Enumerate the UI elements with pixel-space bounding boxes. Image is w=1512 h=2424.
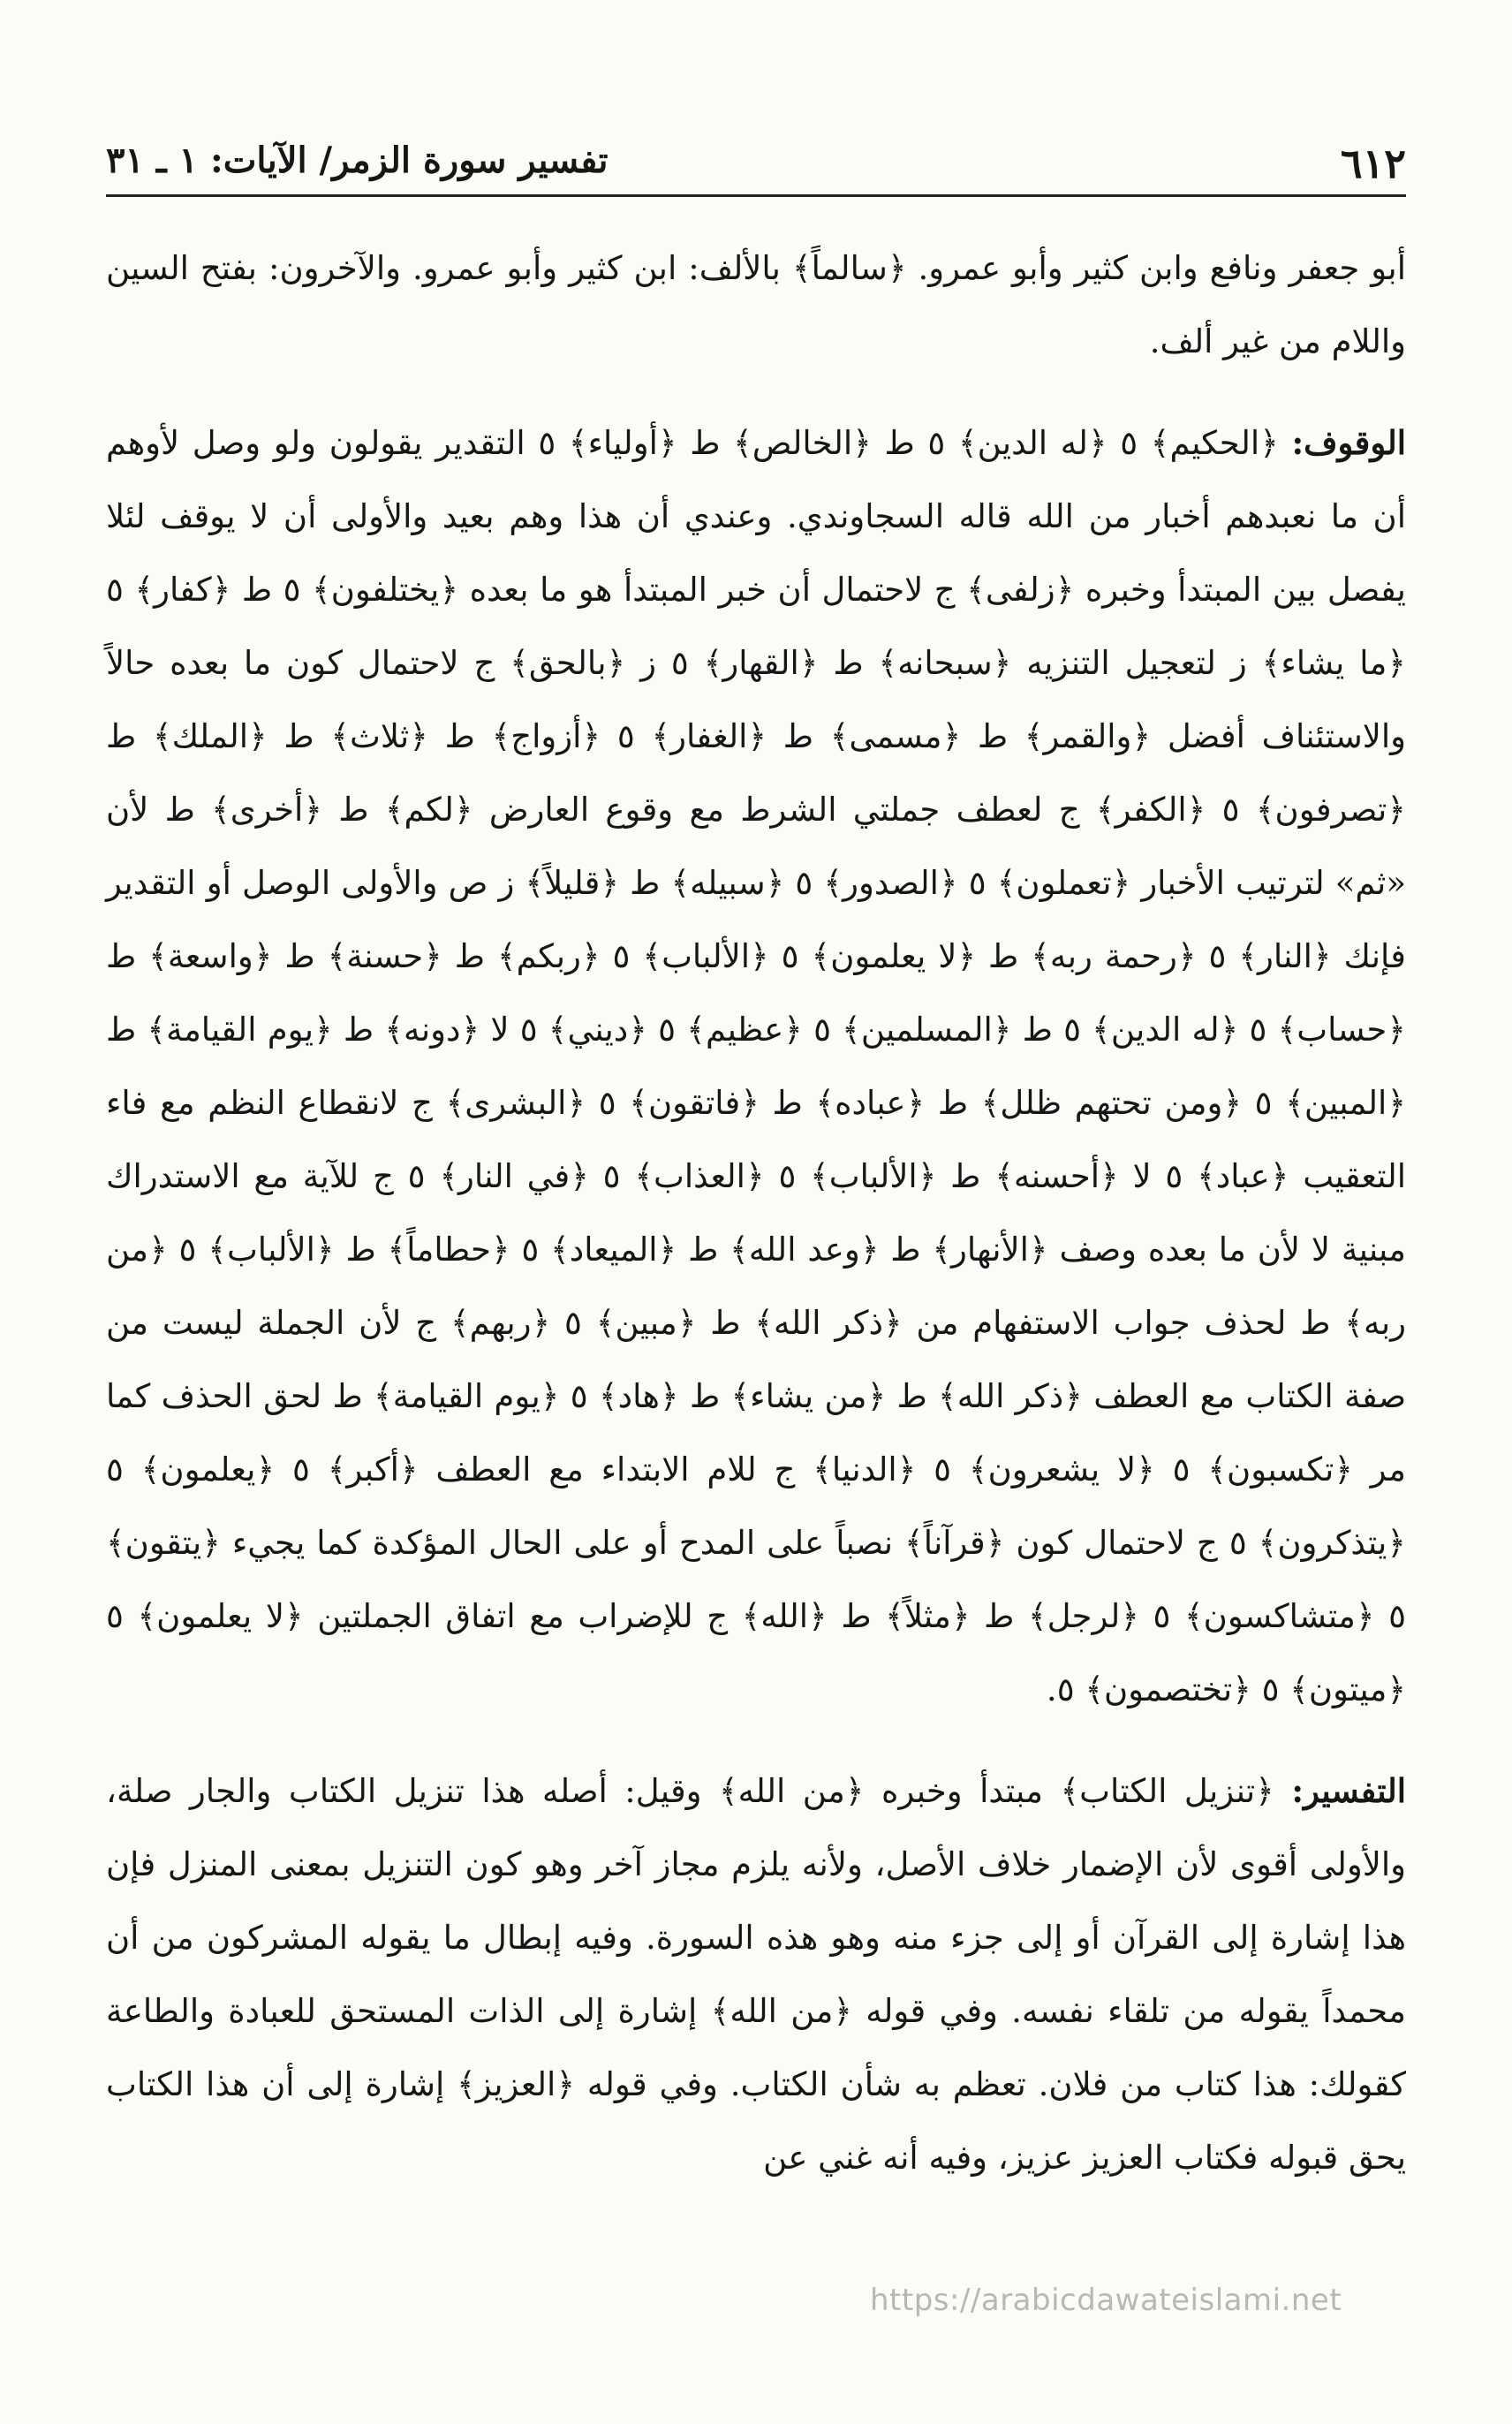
tafsir-paragraph xyxy=(106,1754,1406,2194)
page-body xyxy=(106,231,1406,2194)
tafsir-text: ﴿تنزيل الكتاب﴾ مبتدأ وخبره ﴿من الله﴾ وقيل: أصله هذا تنزيل الكتاب والجار صلة، والأولى أقوى لأن الإضمار خلاف الأصل، ولأنه يلزم مجاز آخر وهو كون التنزيل بمعنى المنزل فإن هذا إشارة إلى القرآن أو إلى جزء منه وهو هذه السورة. وفيه إبطال ما يقوله المشركون من أن محمداً يقوله من تلقاء نفسه. وفي قوله ﴿من الله﴾ إشارة إلى الذات المستحق للعبادة والطاعة كقولك: هذا كتاب من فلان. تعظم به شأن الكتاب. وفي قوله ﴿العزيز﴾ إشارة إلى أن هذا الكتاب يحق قبوله فكتاب العزيز عزيز، وفيه أنه غني عن xyxy=(106,1772,1406,2177)
wuquf-text: ﴿الحكيم﴾ ٥ ﴿له الدين﴾ ٥ ط ﴿الخالص﴾ ط ﴿أولياء﴾ ٥ التقدير يقولون ولو وصل لأوهم أن ما نعبدهم أخبار من الله قاله السجاوندي. وعندي أن هذا وهم بعيد والأولى أن لا يوقف لئلا يفصل بين المبتدأ وخبره ﴿زلفى﴾ ج لاحتمال أن خبر المبتدأ هو ما بعده ﴿يختلفون﴾ ٥ ط ﴿كفار﴾ ٥ ﴿ما يشاء﴾ ز لتعجيل التنزيه ﴿سبحانه﴾ ط ﴿القهار﴾ ٥ ز ﴿بالحق﴾ ج لاحتمال كون ما بعده حالاً والاستئناف أفضل ﴿والقمر﴾ ط ﴿مسمى﴾ ط ﴿الغفار﴾ ٥ ﴿أزواج﴾ ط ﴿ثلاث﴾ ط ﴿الملك﴾ ط ﴿تصرفون﴾ ٥ ﴿الكفر﴾ ج لعطف جملتي الشرط مع وقوع العارض ﴿لكم﴾ ط ﴿أخرى﴾ ط لأن «ثم» لترتيب الأخبار ﴿تعملون﴾ ٥ ﴿الصدور﴾ ٥ ﴿سبيله﴾ ط ﴿قليلاً﴾ ز ص والأولى الوصل أو التقدير فإنك ﴿النار﴾ ٥ ﴿رحمة ربه﴾ ط ﴿لا يعلمون﴾ ٥ ﴿الألباب﴾ ٥ ﴿ربكم﴾ ط ﴿حسنة﴾ ط ﴿واسعة﴾ ط ﴿حساب﴾ ٥ ﴿له الدين﴾ ٥ ط ﴿المسلمين﴾ ٥ ﴿عظيم﴾ ٥ ﴿ديني﴾ ٥ لا ﴿دونه﴾ ط ﴿يوم القيامة﴾ ط ﴿المبين﴾ ٥ ﴿ومن تحتهم ظلل﴾ ط ﴿عباده﴾ ط ﴿فاتقون﴾ ٥ ﴿البشرى﴾ ج لانقطاع النظم مع فاء التعقيب ﴿عباد﴾ ٥ لا ﴿أحسنه﴾ ط ﴿الألباب﴾ ٥ ﴿العذاب﴾ ٥ ﴿في النار﴾ ٥ ج للآية مع الاستدراك مبنية لا لأن ما بعده وصف ﴿الأنهار﴾ ط ﴿وعد الله﴾ ط ﴿الميعاد﴾ ٥ ﴿حطاماً﴾ ط ﴿الألباب﴾ ٥ ﴿من ربه﴾ ط لحذف جواب الاستفهام من ﴿ذكر الله﴾ ط ﴿مبين﴾ ٥ ﴿ربهم﴾ ج لأن الجملة ليست من صفة الكتاب مع العطف ﴿ذكر الله﴾ ط ﴿من يشاء﴾ ط ﴿هاد﴾ ٥ ﴿يوم القيامة﴾ ط لحق الحذف كما مر ﴿تكسبون﴾ ٥ ﴿لا يشعرون﴾ ٥ ﴿الدنيا﴾ ج للام الابتداء مع العطف ﴿أكبر﴾ ٥ ﴿يعلمون﴾ ٥ ﴿يتذكرون﴾ ٥ ج لاحتمال كون ﴿قرآناً﴾ نصباً على المدح أو على الحال المؤكدة كما يجيء ﴿يتقون﴾ ٥ ﴿متشاكسون﴾ ٥ ﴿لرجل﴾ ط ﴿مثلاً﴾ ط ﴿الله﴾ ج للإضراب مع اتفاق الجملتين ﴿لا يعلمون﴾ ٥ ﴿ميتون﴾ ٥ ﴿تختصمون﴾ ٥. xyxy=(106,424,1407,1708)
wuquf-paragraph xyxy=(106,406,1406,1726)
qiraat-paragraph xyxy=(106,231,1406,378)
running-title: تفسير سورة الزمر/ الآيات: ١ ـ ٣١ xyxy=(106,140,609,181)
tafsir-heading: التفسير: xyxy=(1291,1771,1406,1810)
wuquf-heading: الوقوف: xyxy=(1291,423,1406,462)
site-watermark: https://arabicdawateislami.net xyxy=(870,2283,1342,2318)
page-header xyxy=(106,133,1406,197)
qiraat-text: أبو جعفر ونافع وابن كثير وأبو عمرو. ﴿سالماً﴾ بالألف: ابن كثير وأبو عمرو. والآخرون: بفتح السين واللام من غير ألف. xyxy=(106,249,1406,360)
page-number: ٦١٢ xyxy=(1340,140,1406,187)
